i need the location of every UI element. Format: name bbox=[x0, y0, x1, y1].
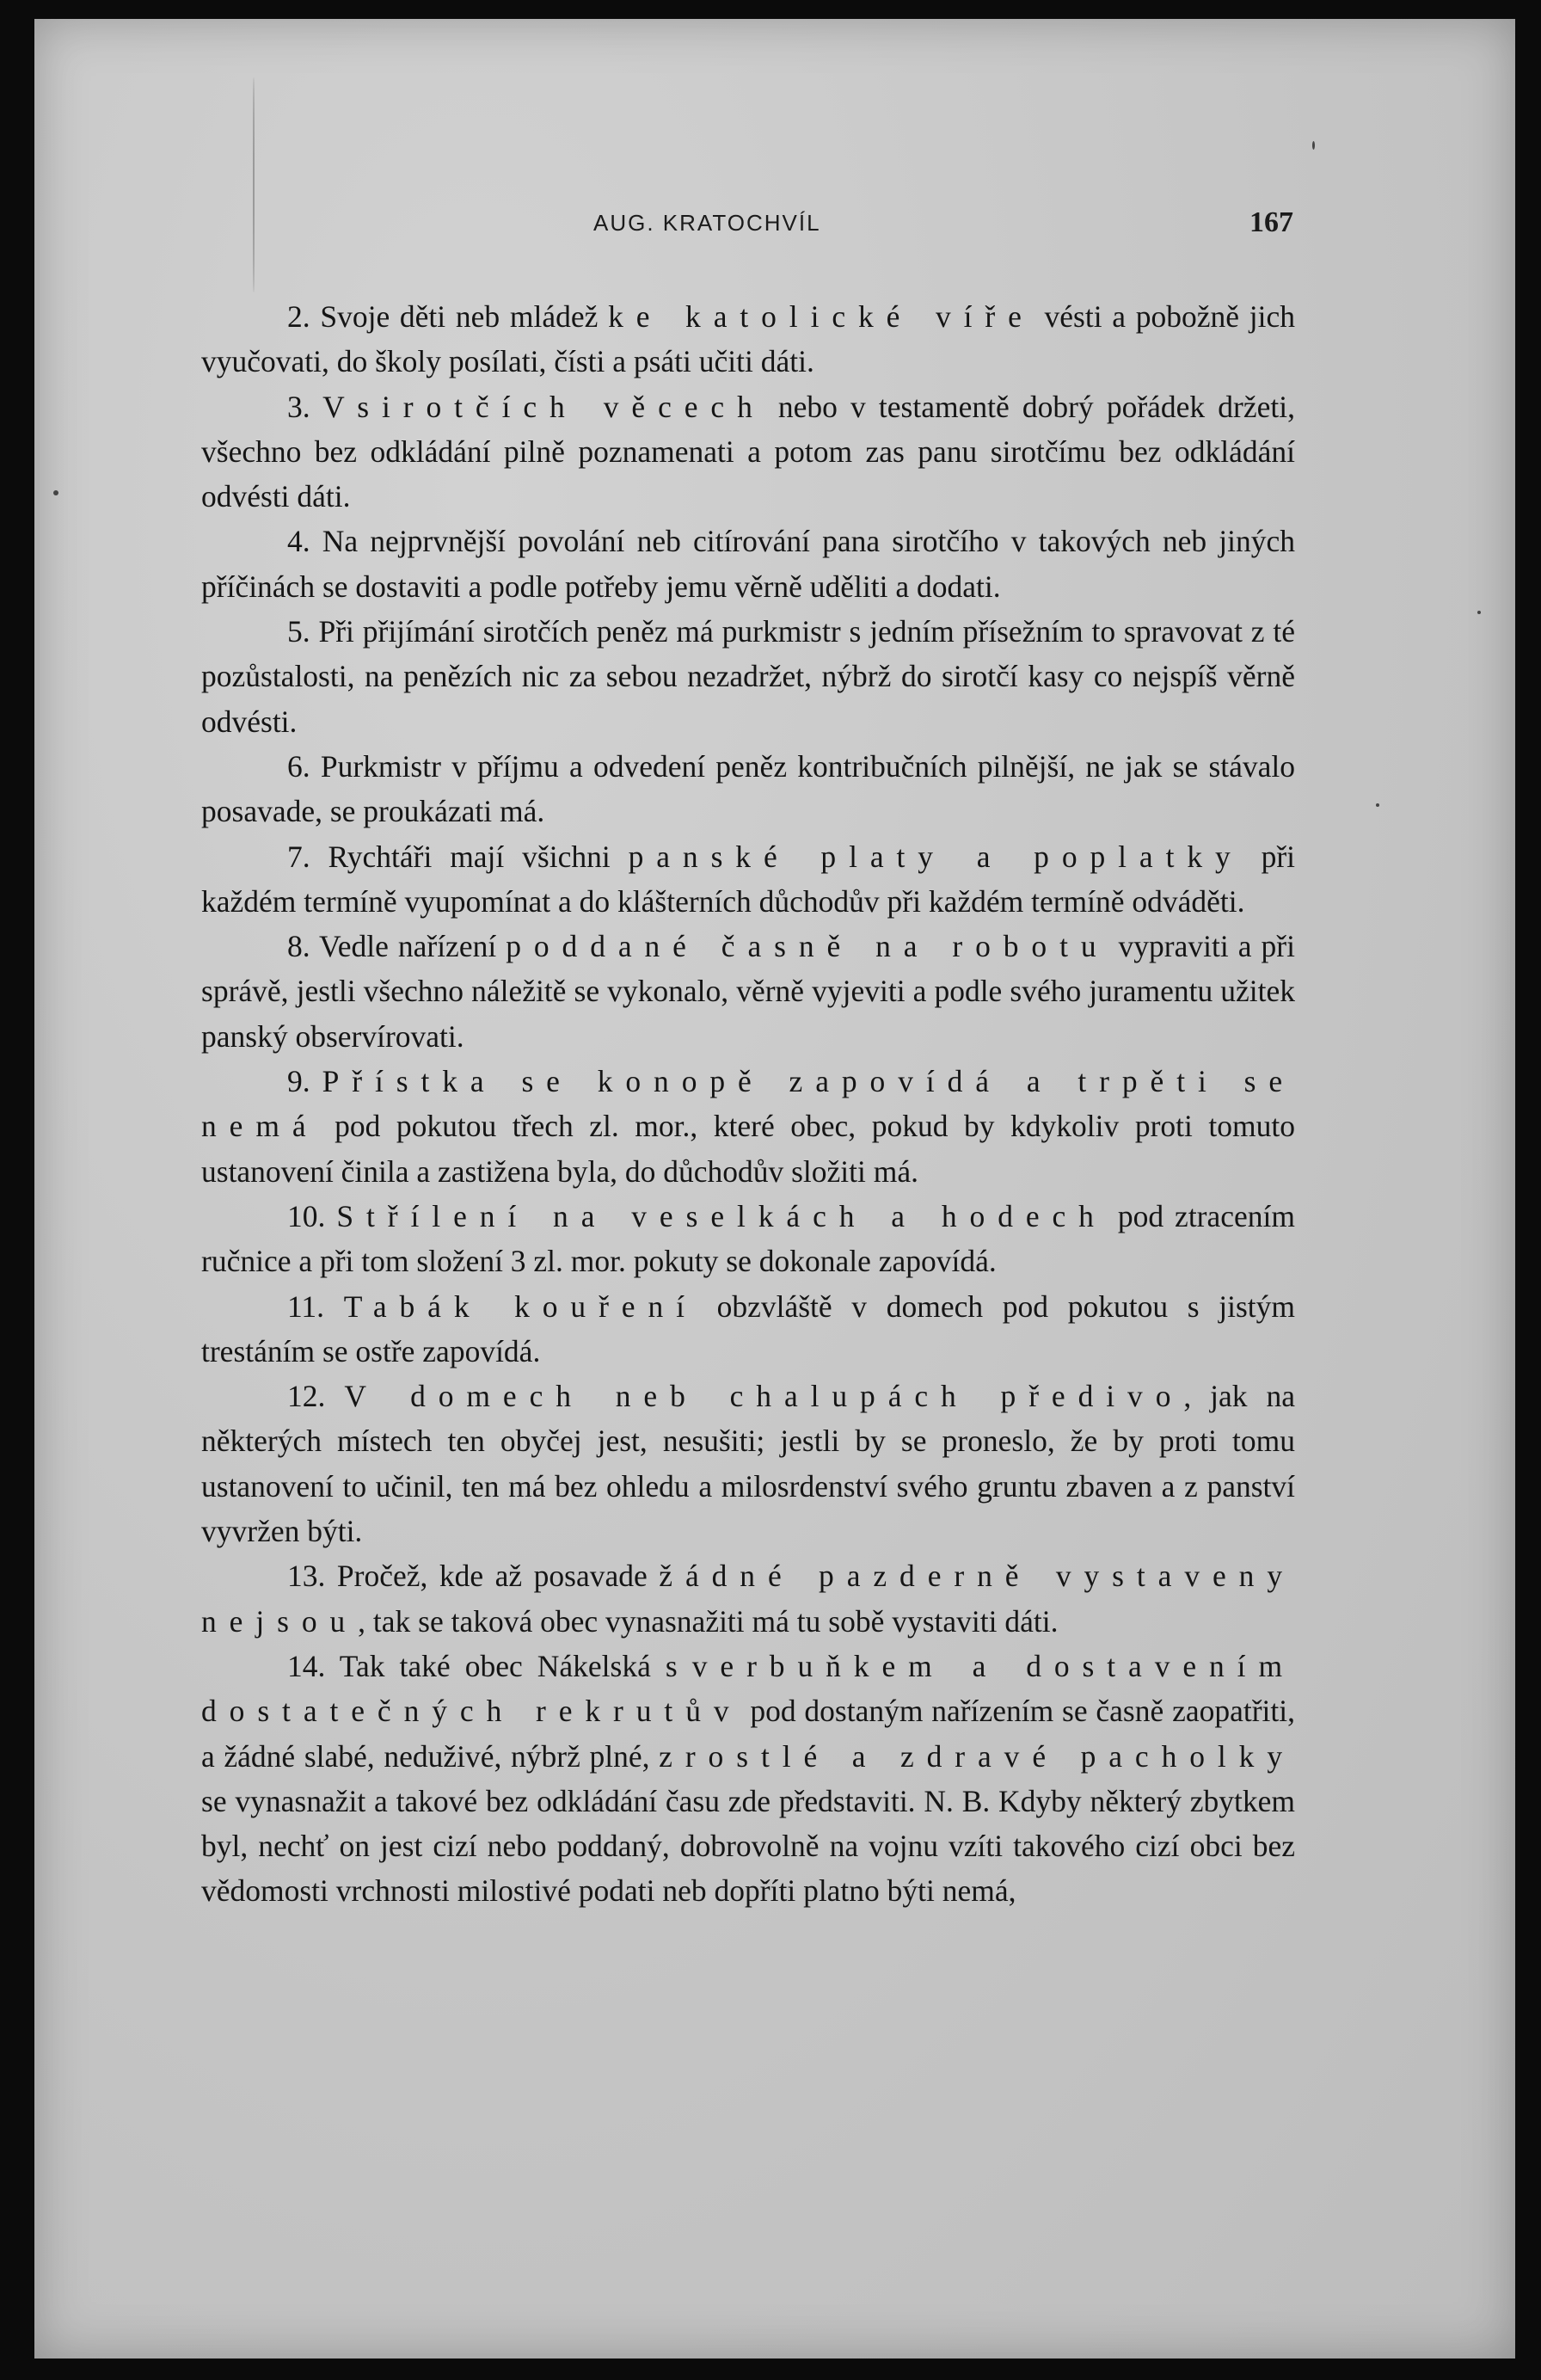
spaced-emphasis: poddané časně na robotu bbox=[506, 929, 1109, 964]
page-crease bbox=[253, 77, 255, 292]
paragraph-text: pod ztracením ručnice a při tom složení 3 zl. mor. pokuty se dokonale zapovídá. bbox=[201, 1198, 1295, 1279]
spaced-emphasis: ke katolické víře bbox=[608, 299, 1034, 334]
paragraph-text: 6. Purkmistr v příjmu a odvedení peněz kontribučních pilnější, ne jak se stávalo posavade, se proukázati má. bbox=[201, 748, 1295, 829]
spaced-emphasis: Tabák kouření bbox=[343, 1288, 697, 1324]
paper-speck bbox=[1376, 803, 1379, 807]
page-number: 167 bbox=[1249, 206, 1293, 238]
spaced-emphasis: Přístka se konopě zapovídá a trpěti se nemá bbox=[201, 1064, 1296, 1144]
paragraph-text: 3. V bbox=[287, 389, 358, 424]
paragraph-text: 5. Při přijímání sirotčích peněz má purkmistr s jedním přísežním to spravovat z té pozůstalosti, na penězích nic za sebou nezadržet, nýbrž do sirotčí kasy co nejspíš věrně odvésti. bbox=[201, 614, 1295, 739]
paragraph-p14 bbox=[201, 1644, 1295, 1914]
paragraph-p11 bbox=[201, 1284, 1295, 1374]
spaced-emphasis: V domech neb chalupách předivo bbox=[344, 1379, 1184, 1414]
paragraph-text: 4. Na nejprvnější povolání neb citírování pana sirotčího v takových neb jiných příčinách se dostaviti a podle potřeby jemu věrně uděliti a dodati. bbox=[201, 524, 1295, 604]
paragraph-text: vypraviti a při správě, jestli všechno náležitě se vykonalo, věrně vyjeviti a podle svého juramentu užitek panský observírovati. bbox=[201, 929, 1295, 1054]
paragraph-p9 bbox=[201, 1059, 1295, 1194]
paragraph-p4 bbox=[201, 519, 1295, 609]
paragraph-text: obzvláště v domech pod pokutou s jistým trestáním se ostře zapovídá. bbox=[201, 1288, 1295, 1368]
paragraph-p6 bbox=[201, 744, 1295, 834]
paper-speck bbox=[1312, 141, 1315, 150]
spaced-emphasis: panské platy a poplatky bbox=[628, 839, 1243, 874]
paragraph-text: , jak na některých místech ten obyčej jest, nesušiti; jestli by se proneslo, že by proti tomu ustanovení to učinil, ten má bez ohledu a milosrdenství svého gruntu zbaven a z panství vyvržen býti. bbox=[201, 1379, 1295, 1549]
paper-speck bbox=[1477, 611, 1481, 614]
paragraph-text: 2. Svoje děti neb mládež bbox=[287, 299, 609, 334]
paragraph-p7 bbox=[201, 834, 1295, 925]
spaced-emphasis: verbuňkem a dostavením dostatečných rekrutův bbox=[201, 1648, 1295, 1729]
paragraph-p2 bbox=[201, 294, 1295, 384]
paragraph-text: 13. Pročež, kde až posavade bbox=[287, 1559, 660, 1594]
paragraph-p8 bbox=[201, 924, 1295, 1059]
paragraph-text: 7. Rychtáři mají všichni bbox=[287, 839, 629, 874]
paragraph-text: 11. bbox=[287, 1288, 344, 1324]
paragraph-p3 bbox=[201, 384, 1295, 520]
paragraph-text: 14. Tak také obec Nákelská s bbox=[287, 1648, 692, 1683]
book-page bbox=[34, 19, 1515, 2358]
spaced-emphasis: žádné pazderně vystaveny nejsou bbox=[201, 1559, 1295, 1639]
paragraph-text: pod pokutou třech zl. mor., které obec, pokud by kdykoliv proti tomuto ustanovení činila a zastižena byla, do důchodův složiti má. bbox=[201, 1109, 1295, 1189]
running-header bbox=[34, 206, 1515, 241]
paragraph-text: vésti a pobožně jich vyučovati, do školy posílati, čísti a psáti učiti dáti. bbox=[201, 299, 1295, 379]
paragraph-text: , tak se taková obec vynasnažiti má tu sobě vystaviti dáti. bbox=[358, 1603, 1059, 1639]
paragraph-text: při každém termíně vyupomínat a do klášterních důchodův při každém termíně odváděti. bbox=[201, 839, 1296, 919]
paragraph-text: 12. bbox=[287, 1379, 345, 1414]
paragraph-p12 bbox=[201, 1374, 1295, 1553]
spaced-emphasis: sirotčích věcech bbox=[357, 389, 765, 424]
body-text bbox=[201, 294, 1295, 1914]
paragraph-text: nebo v testamentě dobrý pořádek držeti, všechno bez odkládání pilně poznamenati a potom zas panu sirotčímu bez odkládání odvésti dáti. bbox=[201, 389, 1295, 514]
paragraph-p10 bbox=[201, 1194, 1295, 1284]
paragraph-text: 10. bbox=[287, 1198, 337, 1233]
paragraph-text: 9. bbox=[287, 1064, 322, 1099]
spaced-emphasis: zrostlé a zdravé pacholky bbox=[659, 1738, 1295, 1774]
paper-speck bbox=[53, 490, 58, 495]
spaced-emphasis: Střílení na veselkách a hodech bbox=[336, 1198, 1107, 1233]
paragraph-text: 8. Vedle nařízení bbox=[287, 929, 507, 964]
paragraph-text: se vynasnažit a takové bez odkládání času zde představiti. N. B. Kdyby některý zbytkem byl, nechť on jest cizí nebo poddaný, dobrovolně na vojnu vzíti takového cizí obci bez vědomosti vrchnosti milostivé podati neb dopříti platno býti nemá, bbox=[201, 1783, 1295, 1909]
paragraph-p13 bbox=[201, 1553, 1295, 1644]
running-title: AUG. KRATOCHVÍL bbox=[593, 210, 821, 236]
paragraph-text: pod dostaným nařízením se časně zaopatřiti, a žádné slabé, neduživé, nýbrž plné, bbox=[201, 1694, 1295, 1774]
paragraph-p5 bbox=[201, 609, 1295, 744]
